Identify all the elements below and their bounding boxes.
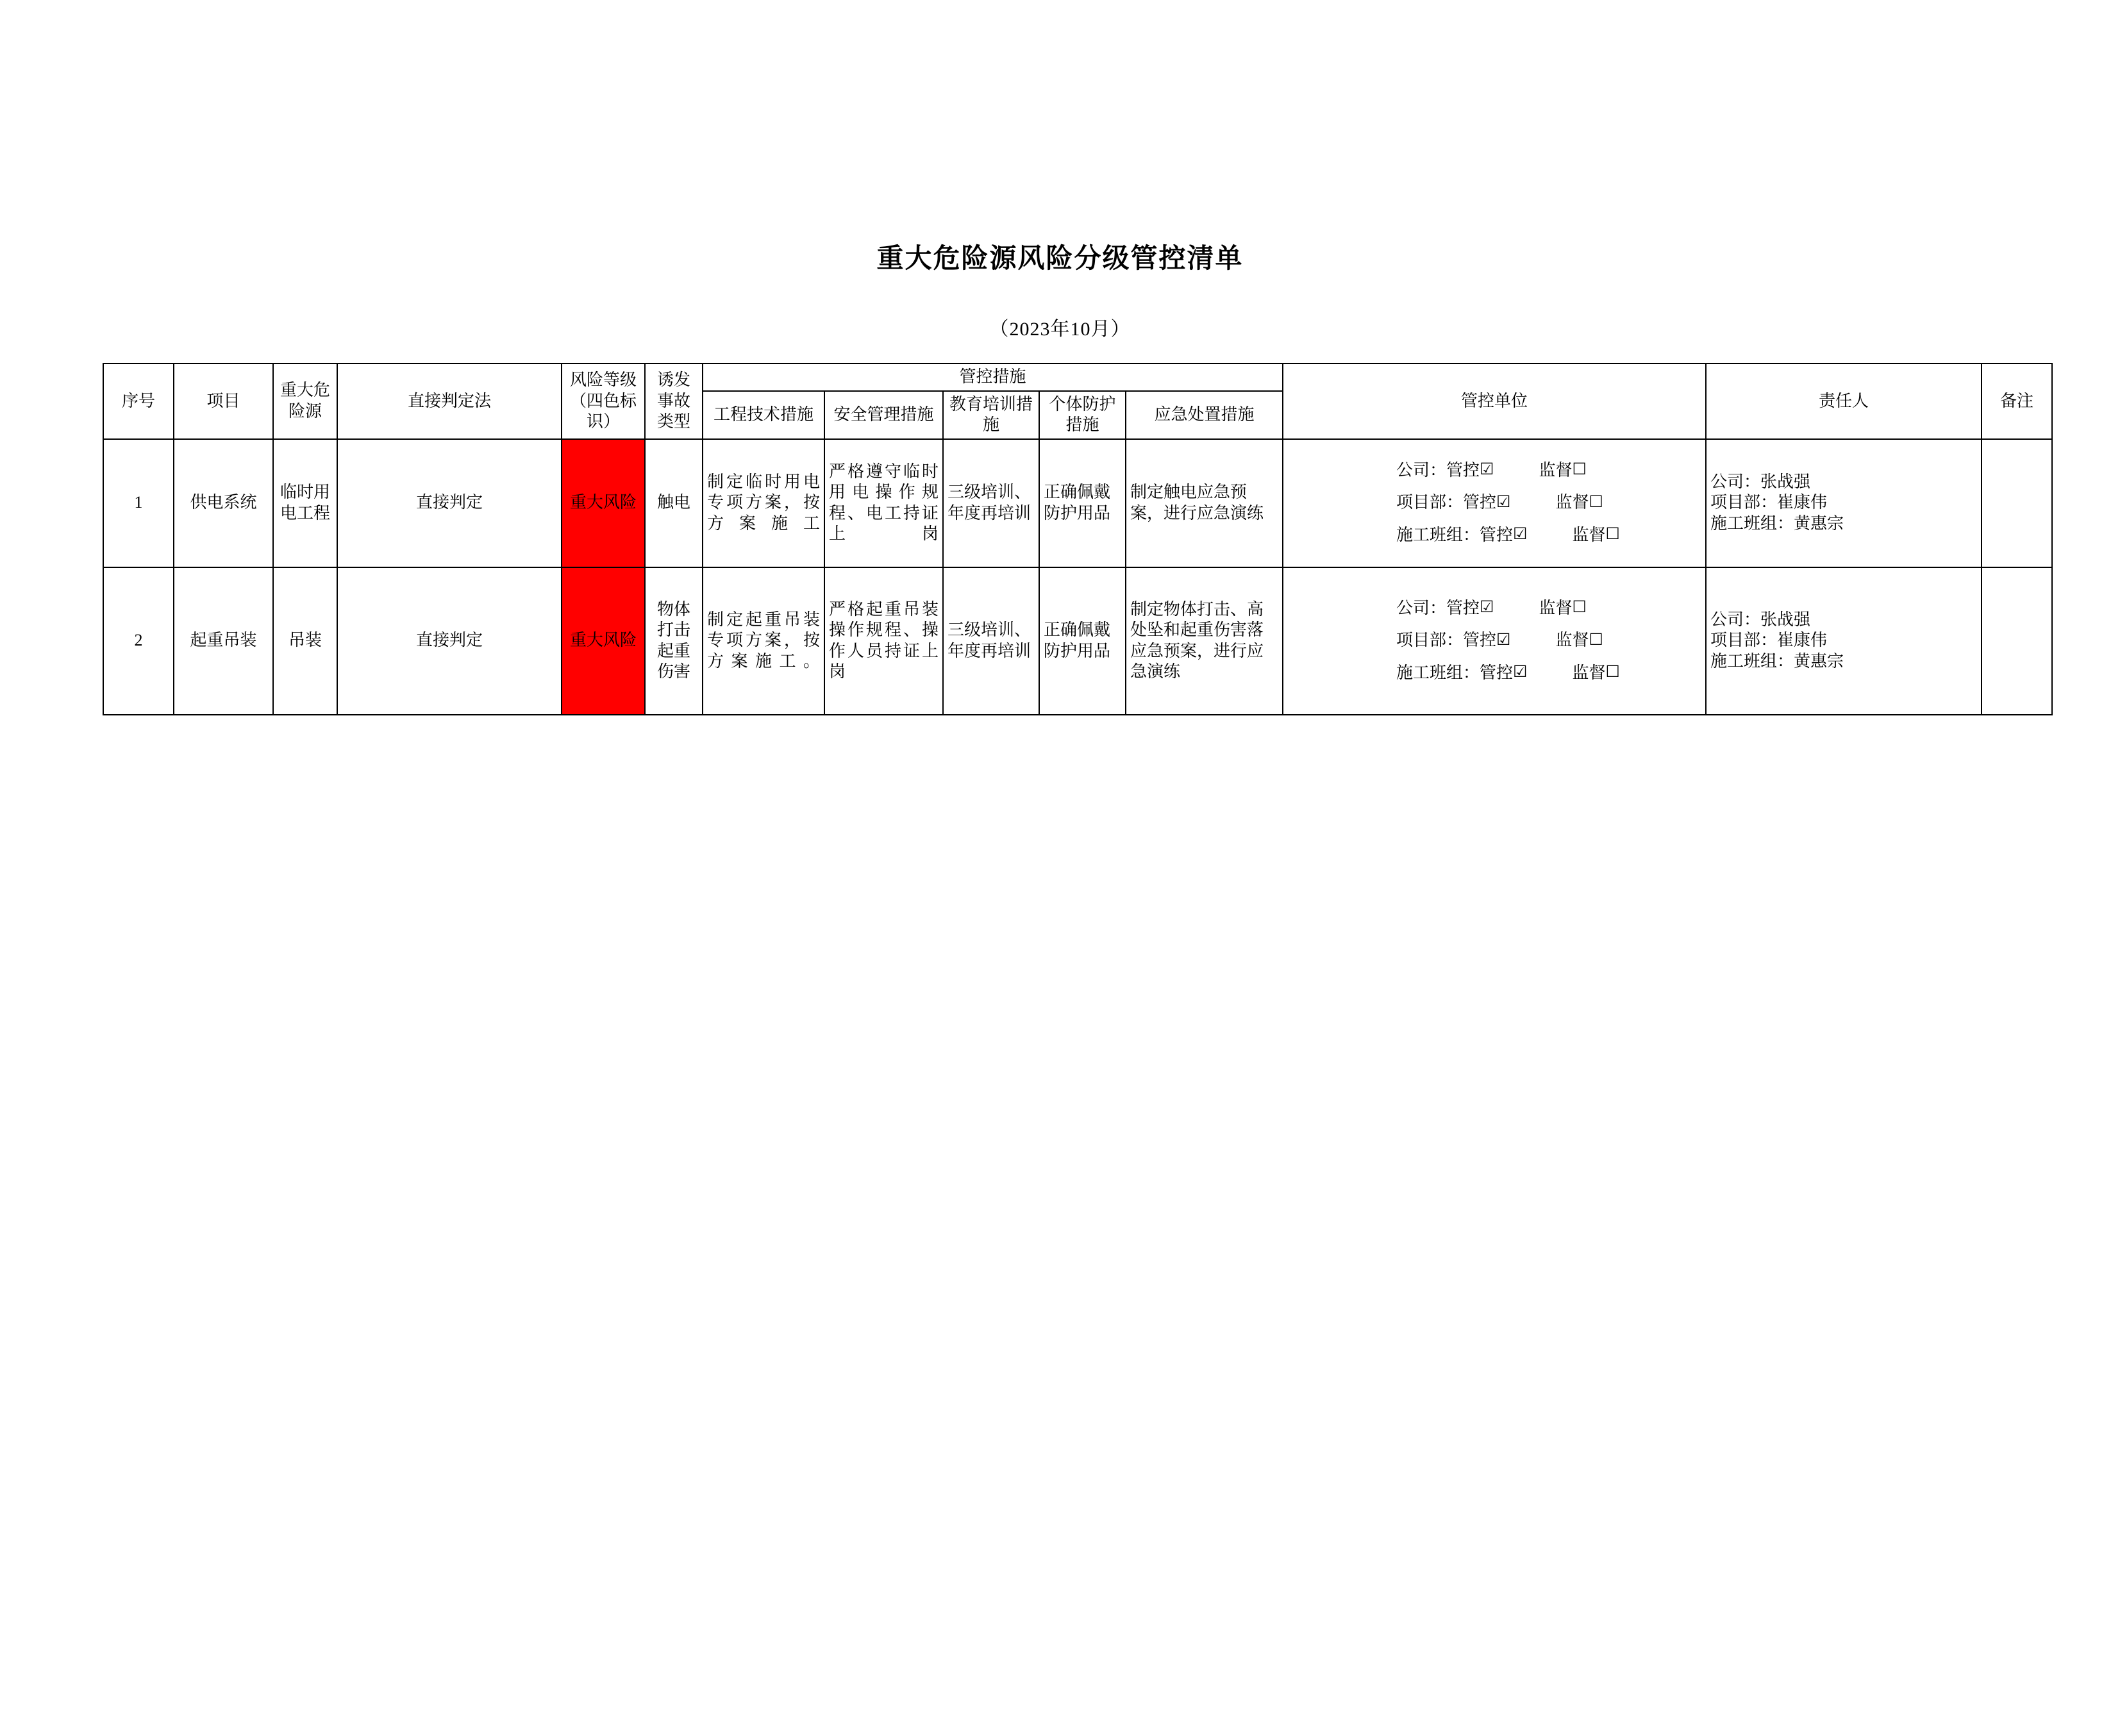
control-unit-project xyxy=(1287,630,1701,651)
cell-ppe: 正确佩戴防护用品 xyxy=(1039,567,1126,715)
page-subtitle: （2023年10月） xyxy=(989,319,1131,340)
cell-project: 起重吊装 xyxy=(174,567,273,715)
checkbox-checked-icon[interactable]: ☑ xyxy=(1496,630,1511,649)
control-unit-project-label: 项目部：管控 xyxy=(1396,631,1497,650)
checkbox-checked-icon[interactable]: ☑ xyxy=(1480,460,1494,479)
cell-control-unit xyxy=(1283,439,1706,567)
cell-safety-mgmt: 严格遵守临时用电操作规程、电工持证上岗 xyxy=(824,439,943,567)
control-unit-company-supervise-label: 监督 xyxy=(1539,598,1573,617)
cell-direct-method: 直接判定 xyxy=(337,439,562,567)
header-responsible: 责任人 xyxy=(1706,363,1982,439)
header-direct-method: 直接判定法 xyxy=(337,363,562,439)
checkbox-checked-icon[interactable]: ☑ xyxy=(1513,662,1528,681)
cell-direct-method: 直接判定 xyxy=(337,567,562,715)
control-unit-company xyxy=(1287,460,1701,481)
table-row xyxy=(103,567,2052,715)
cell-control-unit xyxy=(1283,567,1706,715)
cell-seq: 2 xyxy=(103,567,174,715)
responsible-team: 施工班组：黄惠宗 xyxy=(1710,513,1844,533)
header-education: 教育培训措施 xyxy=(943,391,1039,439)
checkbox-unchecked-icon[interactable]: ☐ xyxy=(1572,597,1587,617)
checkbox-unchecked-icon[interactable]: ☐ xyxy=(1589,630,1603,649)
control-unit-team-label: 施工班组：管控 xyxy=(1396,525,1514,544)
header-safety-mgmt: 安全管理措施 xyxy=(824,391,943,439)
cell-responsible xyxy=(1706,567,1982,715)
cell-accident-type: 物体打击起重伤害 xyxy=(645,567,703,715)
table-header-row-1 xyxy=(103,363,2052,391)
control-unit-team-supervise-label: 监督 xyxy=(1572,525,1606,544)
cell-risk-level: 重大风险 xyxy=(562,567,645,715)
header-control-measures-group: 管控措施 xyxy=(703,363,1283,391)
responsible-team: 施工班组：黄惠宗 xyxy=(1710,651,1844,671)
responsible-company: 公司：张战强 xyxy=(1710,472,1811,491)
header-emergency: 应急处置措施 xyxy=(1126,391,1283,439)
header-project: 项目 xyxy=(174,363,273,439)
control-unit-project-supervise-label: 监督 xyxy=(1555,493,1589,512)
control-unit-company xyxy=(1287,598,1701,619)
header-major-hazard: 重大危险源 xyxy=(273,363,337,439)
header-remark: 备注 xyxy=(1982,363,2052,439)
cell-project: 供电系统 xyxy=(174,439,273,567)
checkbox-unchecked-icon[interactable]: ☐ xyxy=(1605,662,1620,681)
cell-ppe: 正确佩戴防护用品 xyxy=(1039,439,1126,567)
header-engineering: 工程技术措施 xyxy=(703,391,824,439)
risk-control-table xyxy=(103,363,2053,715)
cell-risk-level: 重大风险 xyxy=(562,439,645,567)
cell-emergency: 制定物体打击、高处坠和起重伤害落应急预案，进行应急演练 xyxy=(1126,567,1283,715)
header-risk-level: 风险等级（四色标识） xyxy=(562,363,645,439)
header-control-unit: 管控单位 xyxy=(1283,363,1706,439)
cell-major-hazard: 吊装 xyxy=(273,567,337,715)
header-accident-type: 诱发事故类型 xyxy=(645,363,703,439)
header-ppe: 个体防护措施 xyxy=(1039,391,1126,439)
checkbox-checked-icon[interactable]: ☑ xyxy=(1480,597,1494,617)
page-title: 重大危险源风险分级管控清单 xyxy=(876,243,1244,273)
cell-accident-type: 触电 xyxy=(645,439,703,567)
checkbox-checked-icon[interactable]: ☑ xyxy=(1496,492,1511,511)
table-row xyxy=(103,439,2052,567)
checkbox-unchecked-icon[interactable]: ☐ xyxy=(1605,524,1620,544)
cell-emergency: 制定触电应急预案，进行应急演练 xyxy=(1126,439,1283,567)
control-unit-team xyxy=(1287,663,1701,684)
cell-major-hazard: 临时用电工程 xyxy=(273,439,337,567)
cell-education: 三级培训、年度再培训 xyxy=(943,567,1039,715)
cell-seq: 1 xyxy=(103,439,174,567)
checkbox-unchecked-icon[interactable]: ☐ xyxy=(1589,492,1603,511)
control-unit-company-label: 公司：管控 xyxy=(1396,598,1480,617)
responsible-project: 项目部：崔康伟 xyxy=(1710,493,1828,512)
header-seq: 序号 xyxy=(103,363,174,439)
cell-education: 三级培训、年度再培训 xyxy=(943,439,1039,567)
control-unit-team-label: 施工班组：管控 xyxy=(1396,663,1514,682)
checkbox-checked-icon[interactable]: ☑ xyxy=(1513,524,1528,544)
cell-remark xyxy=(1982,439,2052,567)
cell-engineering: 制定临时用电专项方案，按方案施工 xyxy=(703,439,824,567)
cell-safety-mgmt: 严格起重吊装操作规程、操作人员持证上岗 xyxy=(824,567,943,715)
control-unit-team xyxy=(1287,525,1701,546)
control-unit-project-supervise-label: 监督 xyxy=(1555,631,1589,650)
cell-remark xyxy=(1982,567,2052,715)
control-unit-team-supervise-label: 监督 xyxy=(1572,663,1606,682)
responsible-company: 公司：张战强 xyxy=(1710,610,1811,629)
control-unit-company-label: 公司：管控 xyxy=(1396,460,1480,480)
control-unit-project-label: 项目部：管控 xyxy=(1396,493,1497,512)
cell-responsible xyxy=(1706,439,1982,567)
document-page xyxy=(0,237,2120,1736)
checkbox-unchecked-icon[interactable]: ☐ xyxy=(1572,460,1587,479)
cell-engineering: 制定起重吊装专项方案，按方案施工。 xyxy=(703,567,824,715)
control-unit-company-supervise-label: 监督 xyxy=(1539,460,1573,480)
control-unit-project xyxy=(1287,492,1701,513)
responsible-project: 项目部：崔康伟 xyxy=(1710,631,1828,650)
